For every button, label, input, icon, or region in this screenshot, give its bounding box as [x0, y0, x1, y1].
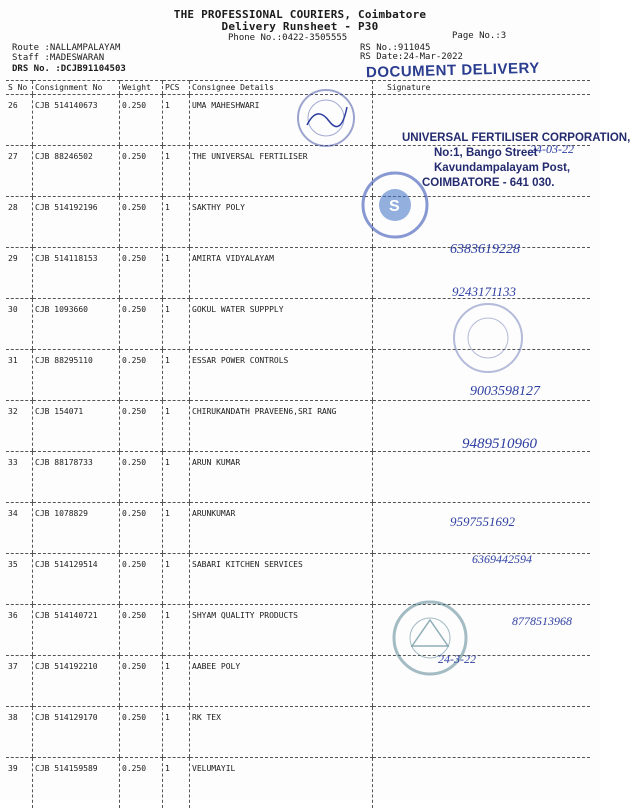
cell-sno: 30: [6, 299, 33, 350]
cell-pcs: 1: [163, 248, 190, 299]
drs-number: DRS No. :DCJB91104503: [12, 64, 126, 74]
cell-consignee: SAKTHY POLY: [190, 197, 373, 248]
phone-number: Phone No.:0422-3505555: [228, 33, 347, 43]
cell-weight: 0.250: [120, 605, 163, 656]
cell-consignment: CJB 514140721: [33, 605, 120, 656]
cell-pcs: 1: [163, 146, 190, 197]
cell-consignee: AMIRTA VIDYALAYAM: [190, 248, 373, 299]
col-consignment: Consignment No: [33, 81, 120, 95]
svg-text:S: S: [389, 198, 400, 215]
cell-sno: 26: [6, 95, 33, 146]
cell-pcs: 1: [163, 656, 190, 707]
cell-weight: 0.250: [120, 299, 163, 350]
route-field: Route :NALLAMPALAYAM: [12, 43, 120, 53]
cell-pcs: 1: [163, 350, 190, 401]
cell-weight: 0.250: [120, 503, 163, 554]
handwritten-phone-37: 8778513968: [512, 614, 572, 629]
cell-weight: 0.250: [120, 146, 163, 197]
corp-stamp-line2: No:1, Bango Street: [434, 147, 538, 160]
cell-consignment: CJB 1078829: [33, 503, 120, 554]
cell-consignee: SABARI KITCHEN SERVICES: [190, 554, 373, 605]
col-consignee: Consignee Details: [190, 81, 373, 95]
cell-consignment: CJB 514140673: [33, 95, 120, 146]
cell-pcs: 1: [163, 452, 190, 503]
cell-consignee: UMA MAHESHWARI: [190, 95, 373, 146]
cell-consignment: CJB 154071: [33, 401, 120, 452]
cell-pcs: 1: [163, 197, 190, 248]
cell-sno: 35: [6, 554, 33, 605]
cell-weight: 0.250: [120, 95, 163, 146]
runsheet-title: Delivery Runsheet - P30: [0, 20, 600, 33]
cell-weight: 0.250: [120, 758, 163, 808]
cell-consignee: CHIRUKANDATH PRAVEEN6,SRI RANG: [190, 401, 373, 452]
company-title: THE PROFESSIONAL COURIERS, Coimbatore: [0, 8, 600, 21]
signature-area: [390, 92, 600, 702]
table-row: [6, 758, 590, 808]
cell-sno: 37: [6, 656, 33, 707]
cell-consignee: AABEE POLY: [190, 656, 373, 707]
cell-pcs: 1: [163, 554, 190, 605]
col-sno: S No: [6, 81, 33, 95]
cell-consignment: CJB 514159589: [33, 758, 120, 808]
handwritten-date-27: 24-03-22: [530, 142, 574, 157]
rs-date: RS Date:24-Mar-2022: [360, 52, 463, 62]
handwritten-phone-33: 9489510960: [462, 436, 537, 453]
cell-consignment: CJB 514192196: [33, 197, 120, 248]
cell-consignee: ARUNKUMAR: [190, 503, 373, 554]
cell-pcs: 1: [163, 503, 190, 554]
cell-pcs: 1: [163, 299, 190, 350]
cell-sno: 31: [6, 350, 33, 401]
cell-pcs: 1: [163, 707, 190, 758]
cell-consignee: GOKUL WATER SUPPPLY: [190, 299, 373, 350]
cell-weight: 0.250: [120, 248, 163, 299]
cell-weight: 0.250: [120, 452, 163, 503]
cell-consignee: SHYAM QUALITY PRODUCTS: [190, 605, 373, 656]
round-seal-icon: [295, 87, 357, 149]
cell-weight: 0.250: [120, 554, 163, 605]
cell-weight: 0.250: [120, 197, 163, 248]
cell-signature: [373, 707, 591, 758]
cell-consignment: CJB 514129170: [33, 707, 120, 758]
handwritten-phone-32: 9003598127: [470, 384, 540, 400]
handwritten-phone-29: 6383619228: [450, 242, 520, 258]
corp-stamp-line1: UNIVERSAL FERTILISER CORPORATION,: [402, 132, 630, 145]
staff-field: Staff :MADESWARAN: [12, 53, 104, 63]
cell-pcs: 1: [163, 95, 190, 146]
cell-consignment: CJB 514118153: [33, 248, 120, 299]
cell-weight: 0.250: [120, 656, 163, 707]
cell-consignment: CJB 88295110: [33, 350, 120, 401]
handwritten-phone-30: 9243171133: [452, 284, 516, 300]
cell-consignment: CJB 88246502: [33, 146, 120, 197]
handwritten-date-38: 24-3-22: [438, 652, 476, 667]
corp-stamp-line4: COIMBATORE - 641 030.: [422, 177, 555, 190]
document-delivery-stamp: DOCUMENT DELIVERY: [366, 60, 540, 82]
corp-stamp-line3: Kavundampalayam Post,: [434, 162, 570, 175]
col-pcs: PCS: [163, 81, 190, 95]
cell-sno: 27: [6, 146, 33, 197]
cell-consignment: CJB 1093660: [33, 299, 120, 350]
cell-sno: 28: [6, 197, 33, 248]
cell-pcs: 1: [163, 605, 190, 656]
col-signature: Signature: [373, 81, 591, 95]
cell-sno: 34: [6, 503, 33, 554]
cell-weight: 0.250: [120, 401, 163, 452]
cell-pcs: 1: [163, 401, 190, 452]
cell-consignee: VELUMAYIL: [190, 758, 373, 808]
cell-sno: 29: [6, 248, 33, 299]
cell-signature: [373, 758, 591, 808]
cell-sno: 39: [6, 758, 33, 808]
cell-consignee: THE UNIVERSAL FERTILISER: [190, 146, 373, 197]
cell-consignee: ESSAR POWER CONTROLS: [190, 350, 373, 401]
page-number: Page No.:3: [452, 31, 506, 41]
cell-weight: 0.250: [120, 707, 163, 758]
table-row: [6, 707, 590, 758]
sakthy-seal-icon: [360, 170, 430, 240]
cell-sno: 32: [6, 401, 33, 452]
rs-number: RS No.:911045: [360, 43, 430, 53]
cell-consignment: CJB 514192210: [33, 656, 120, 707]
essar-seal-icon: [450, 300, 526, 376]
cell-sno: 38: [6, 707, 33, 758]
cell-weight: 0.250: [120, 350, 163, 401]
cell-consignment: CJB 514129514: [33, 554, 120, 605]
handwritten-phone-35: 9597551692: [450, 514, 515, 530]
handwritten-phone-36: 6369442594: [472, 552, 532, 567]
cell-consignment: CJB 88178733: [33, 452, 120, 503]
cell-consignee: RK TEX: [190, 707, 373, 758]
cell-pcs: 1: [163, 758, 190, 808]
cell-consignee: ARUN KUMAR: [190, 452, 373, 503]
cell-sno: 36: [6, 605, 33, 656]
cell-sno: 33: [6, 452, 33, 503]
col-weight: Weight: [120, 81, 163, 95]
